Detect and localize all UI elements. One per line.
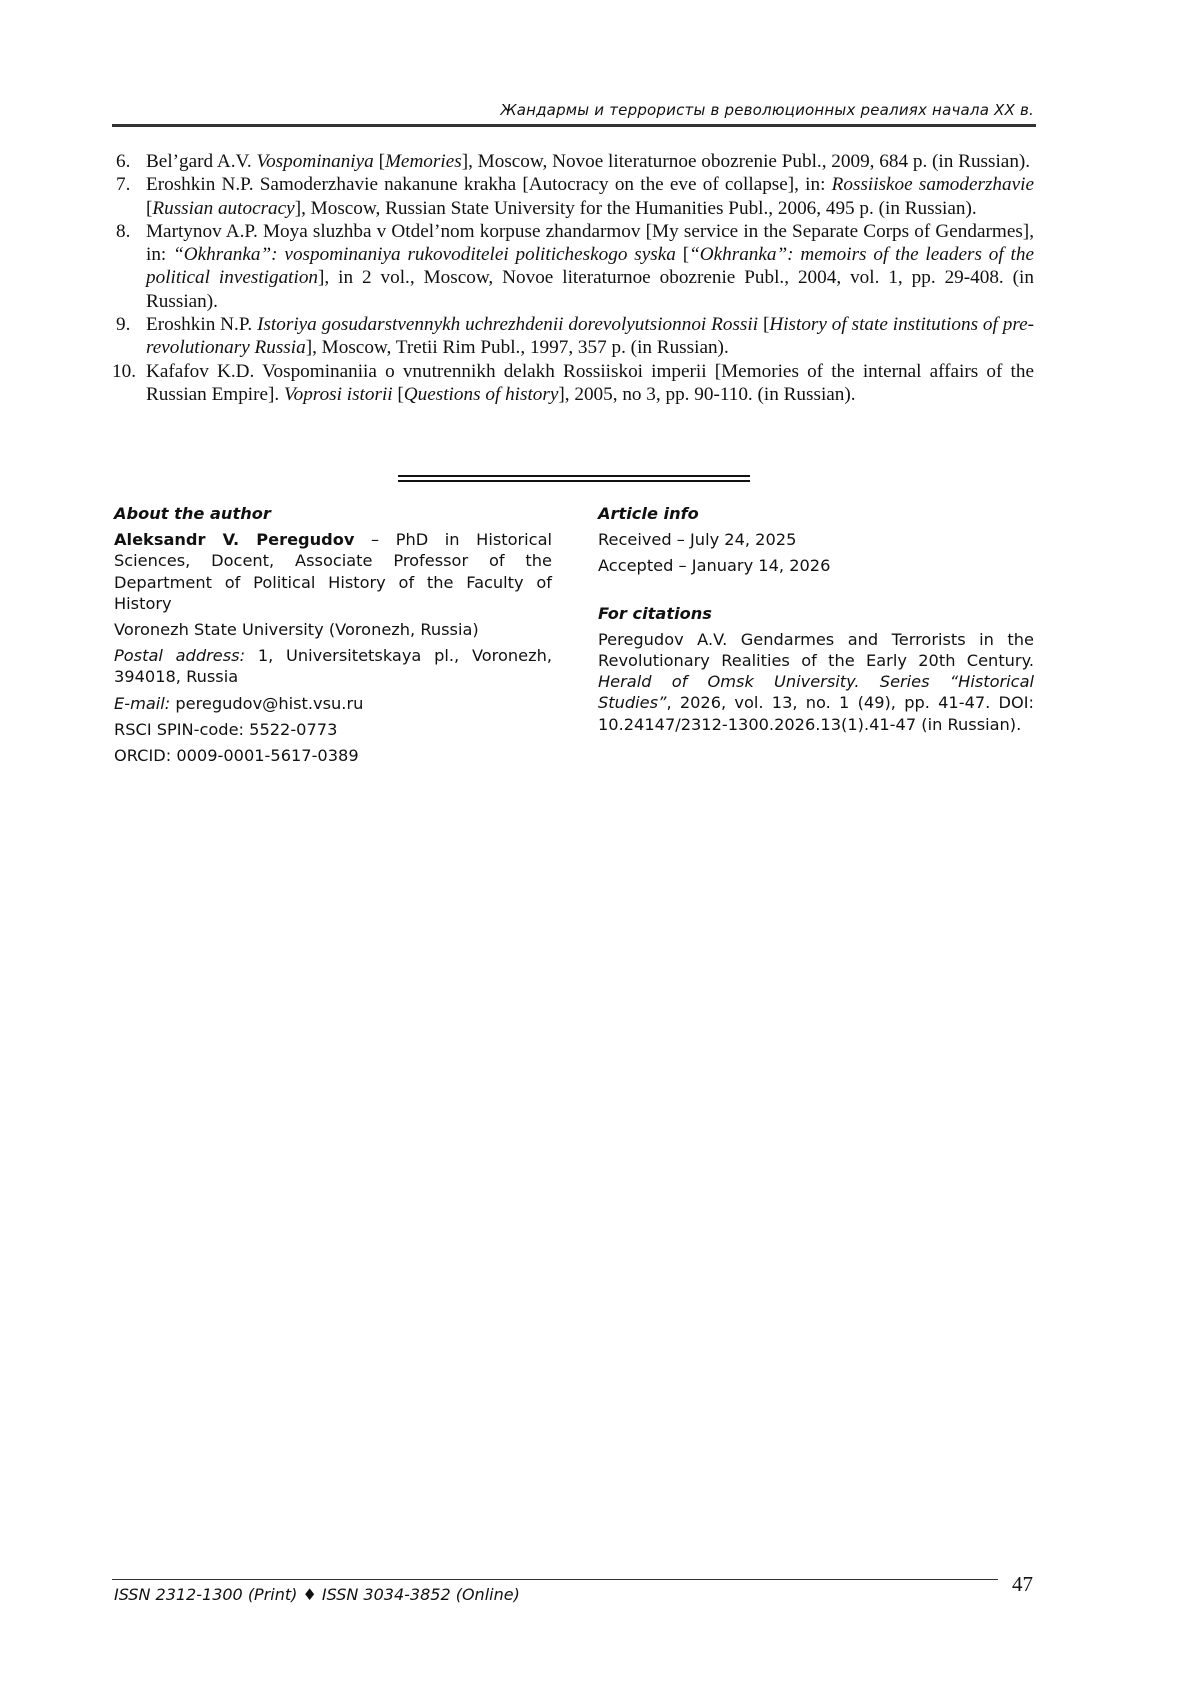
reference-text: [ — [392, 383, 404, 405]
author-spin: RSCI SPIN-code: 5522-0773 — [114, 719, 338, 739]
reference-text: ], 2005, no 3, pp. 90-110. (in Russian). — [558, 383, 856, 405]
reference-text: Martynov A.P. Moya sluzhba v Otdel’nom korpuse zhandarmov [My service in the Separate Corps of Gendarmes], in: — [146, 220, 1034, 266]
reference-number: 8. — [116, 220, 131, 242]
author-postal — [114, 645, 552, 687]
author-email — [114, 693, 552, 714]
reference-text: ], Moscow, Tretii Rim Publ., 1997, 357 p. (in Russian). — [305, 337, 729, 359]
reference-number: 7. — [116, 174, 131, 196]
reference-translation-italic: History of state institutions of pre-revolutionary Russia — [146, 314, 1035, 359]
section-divider-top — [398, 475, 750, 477]
reference-number: 10. — [112, 360, 136, 382]
reference-title-italic: Istoriya gosudarstvennykh uchrezhdenii dorevolyutsionnoi Rossii — [257, 314, 759, 336]
about-author-column — [114, 503, 552, 766]
reference-list — [112, 150, 1034, 406]
citations-heading: For citations — [598, 603, 712, 623]
citation-tail: , 2026, vol. 13, no. 1 (49), pp. 41-47. DOI: 10.24147/2312-1300.2026.13(1).41-47 (in Russian). — [598, 693, 1034, 734]
postal-label: Postal address: — [114, 646, 246, 666]
reference-translation-italic: Memories — [384, 151, 462, 172]
reference-item — [112, 360, 1034, 407]
author-description: – PhD in Historical Sciences, Docent, Associate Professor of the Department of Political History of the Faculty of History — [114, 530, 552, 613]
reference-text: ], in 2 vol., Moscow, Novoe literaturnoe obozrenie Publ., 2004, vol. 1, pp. 29-408. (in Russian). — [146, 267, 1034, 312]
reference-text: Kafafov K.D. Vospominaniia o vnutrennikh delakh Rossiiskoi imperii [Memories of the internal affairs of the Russian Empire]. — [146, 360, 1034, 405]
reference-title-italic: Vospominaniya — [256, 151, 374, 172]
reference-text: Eroshkin N.P. Samoderzhavie nakanune krakha [Autocracy on the eve of collapse], in: — [146, 174, 832, 196]
running-title: Жандармы и террористы в революционных реалиях начала XX в. — [500, 101, 1034, 119]
reference-text: [ — [675, 244, 690, 266]
reference-item — [112, 220, 1034, 313]
about-author-heading: About the author — [114, 504, 271, 523]
reference-text: Bel’gard A.V. — [146, 151, 257, 172]
citation-text — [598, 629, 1034, 735]
reference-title-italic: “Okhranka”: vospominaniya rukovoditelei politicheskogo syska — [173, 244, 676, 266]
footer-issn: ISSN 2312-1300 (Print) ♦ ISSN 3034-3852 (Online) — [114, 1585, 520, 1604]
author-orcid: ORCID: 0009-0001-5617-0389 — [114, 746, 359, 766]
author-bio — [114, 529, 552, 614]
reference-translation-italic: Questions of history — [403, 383, 559, 405]
postal-value: 1, Universitetskaya pl., Voronezh, 394018, Russia — [114, 646, 552, 687]
reference-text: ], Moscow, Novoe literaturnoe obozrenie Publ., 2009, 684 p. (in Russian). — [461, 151, 1031, 172]
reference-title-italic: Rossiiskoe samoderzhavie — [831, 174, 1034, 196]
received-date: Received – July 24, 2025 — [598, 530, 797, 550]
footer-rule — [112, 1579, 998, 1580]
citation-main: Peregudov A.V. Gendarmes and Terrorists in the Revolutionary Realities of the Early 20th Century. — [598, 629, 1034, 671]
reference-number: 6. — [116, 151, 131, 172]
author-affiliation: Voronezh State University (Voronezh, Russia) — [114, 620, 479, 640]
header-rule — [112, 124, 1036, 127]
article-info-heading: Article info — [598, 504, 699, 523]
page-number: 47 — [1012, 1572, 1033, 1596]
article-info-column — [598, 503, 1034, 735]
reference-text: [ — [373, 151, 385, 172]
accepted-date: Accepted – January 14, 2026 — [598, 556, 831, 576]
reference-translation-italic: Russian autocracy — [152, 197, 295, 219]
email-value: peregudov@hist.vsu.ru — [170, 693, 364, 713]
reference-title-italic: Voprosi istorii — [284, 383, 393, 405]
citation-journal: Herald of Omsk University. Series “Historical Studies” — [598, 672, 1034, 713]
reference-number: 9. — [116, 314, 131, 336]
reference-translation-italic: “Okhranka”: memoirs of the leaders of the political investigation — [146, 244, 1034, 289]
section-divider-bottom — [398, 480, 750, 482]
reference-item — [112, 150, 1034, 173]
reference-text: [ — [758, 314, 770, 336]
reference-item — [112, 313, 1034, 360]
email-label: E-mail: — [114, 693, 171, 713]
reference-item — [112, 173, 1034, 220]
reference-text: ], Moscow, Russian State University for the Humanities Publ., 2006, 495 p. (in Russian). — [294, 197, 977, 219]
reference-text: [ — [146, 197, 153, 219]
author-name: Aleksandr V. Peregudov — [114, 530, 355, 550]
reference-text: Eroshkin N.P. — [146, 314, 258, 336]
